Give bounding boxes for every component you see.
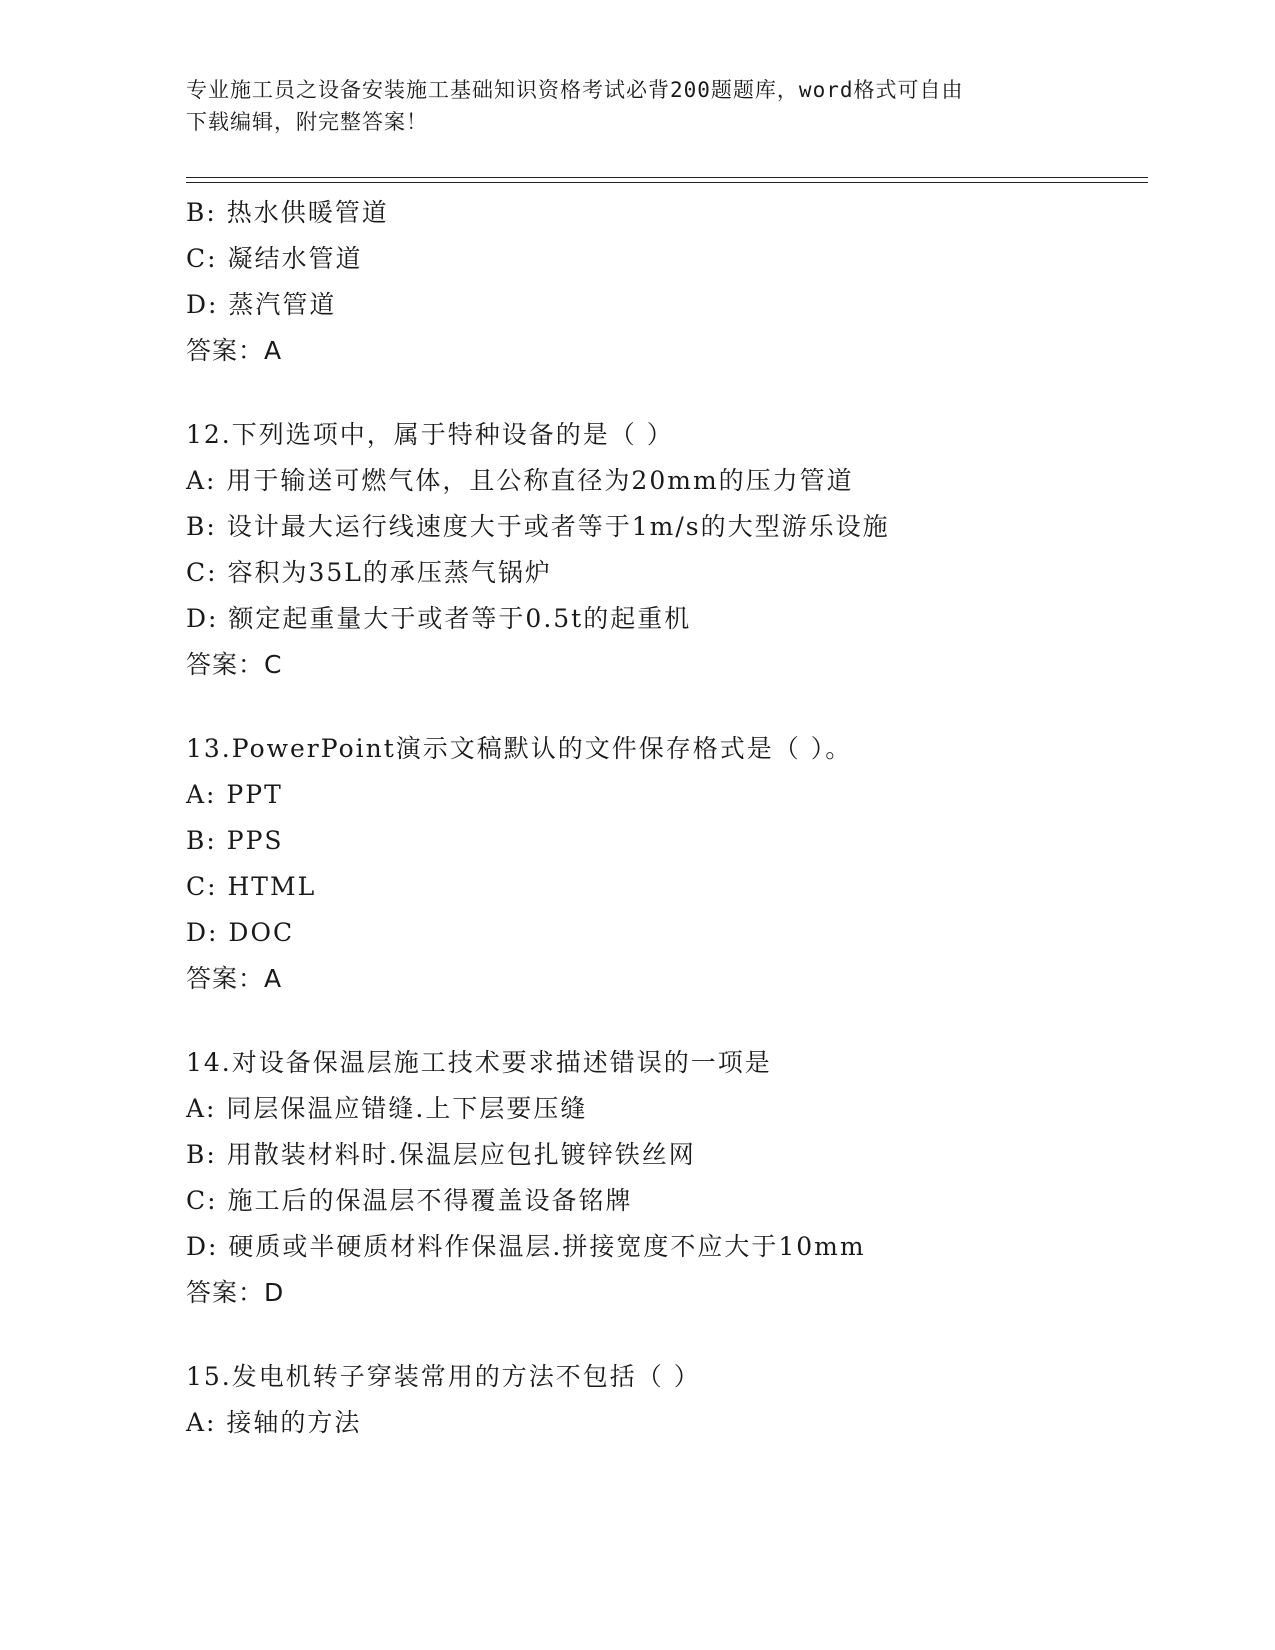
question-block-12 xyxy=(186,412,1166,688)
header-divider-top xyxy=(186,177,1148,178)
header-divider-bottom xyxy=(186,182,1148,183)
option-c: C: 施工后的保温层不得覆盖设备铭牌 xyxy=(186,1186,633,1215)
option-a: A: 同层保温应错缝.上下层要压缝 xyxy=(186,1094,588,1123)
question-stem: 14.对设备保温层施工技术要求描述错误的一项是 xyxy=(186,1048,772,1077)
option-d: D: 硬质或半硬质材料作保温层.拼接宽度不应大于10mm xyxy=(186,1232,866,1261)
question-stem: 12.下列选项中，属于特种设备的是（ ） xyxy=(186,420,674,449)
option-d: D: 额定起重量大于或者等于0.5t的起重机 xyxy=(186,604,692,633)
question-stem: 15.发电机转子穿装常用的方法不包括（ ） xyxy=(186,1362,701,1391)
option-b: B: 热水供暖管道 xyxy=(186,198,389,227)
header-line-2: 下载编辑，附完整答案！ xyxy=(186,110,428,134)
option-c: C: HTML xyxy=(186,872,317,901)
answer-line: 答案：A xyxy=(186,964,283,993)
option-b: B: 用散装材料时.保温层应包扎镀锌铁丝网 xyxy=(186,1140,696,1169)
question-list xyxy=(186,190,1166,1446)
question-block-11 xyxy=(186,190,1166,374)
answer-line: 答案：D xyxy=(186,1278,285,1307)
answer-line: 答案：A xyxy=(186,336,283,365)
question-block-14 xyxy=(186,1040,1166,1316)
option-a: A: PPT xyxy=(186,780,283,809)
option-d: D: DOC xyxy=(186,918,295,947)
question-block-15 xyxy=(186,1354,1166,1446)
option-a: A: 接轴的方法 xyxy=(186,1408,362,1437)
option-c: C: 凝结水管道 xyxy=(186,244,363,273)
option-b: B: PPS xyxy=(186,826,284,855)
header-line-1: 专业施工员之设备安装施工基础知识资格考试必背200题题库，word格式可自由 xyxy=(186,78,964,102)
question-stem: 13.PowerPoint演示文稿默认的文件保存格式是（ ）。 xyxy=(186,734,853,763)
option-d: D: 蒸汽管道 xyxy=(186,290,337,319)
option-b: B: 设计最大运行线速度大于或者等于1m/s的大型游乐设施 xyxy=(186,512,890,541)
document-header xyxy=(186,74,1086,138)
option-c: C: 容积为35L的承压蒸气锅炉 xyxy=(186,558,552,587)
option-a: A: 用于输送可燃气体，且公称直径为20mm的压力管道 xyxy=(186,466,854,495)
question-block-13 xyxy=(186,726,1166,1002)
answer-line: 答案：C xyxy=(186,650,283,679)
